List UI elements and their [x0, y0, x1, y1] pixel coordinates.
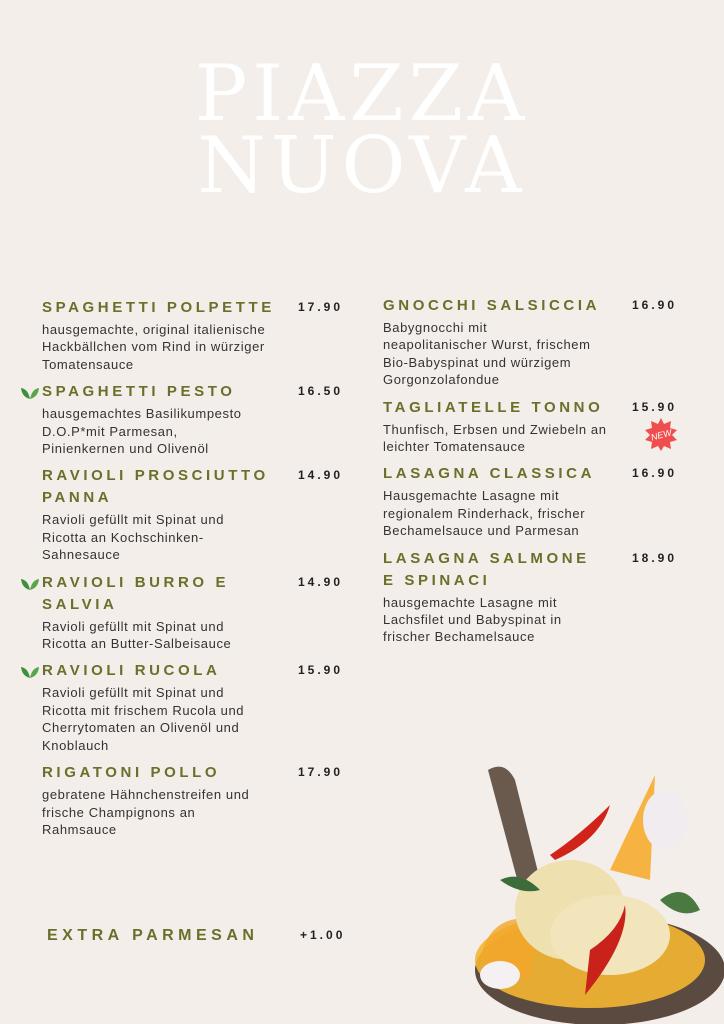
menu-item-description: gebratene Hähnchenstreifen und frische Champignons an Rahmsauce: [42, 787, 250, 837]
menu-item: [383, 397, 683, 456]
menu-item-name: RAVIOLI RUCOLA: [42, 662, 221, 680]
menu-item-description: hausgemachtes Basilikumpesto D.O.P*mit Parmesan, Pinienkernen und Olivenöl: [42, 406, 242, 457]
menu-item-price: 15.90: [298, 663, 344, 678]
menu-item: [42, 381, 352, 457]
menu-item-price: 16.90: [632, 466, 678, 481]
menu-item-name: RAVIOLI BURRO E SALVIA: [42, 573, 230, 613]
pasta-pan-illustration: [460, 760, 724, 1024]
menu-item-description: Thunfisch, Erbsen und Zwiebeln an leichter Tomatensauce: [383, 421, 607, 455]
menu-item-name: GNOCCHI SALSICCIA: [383, 297, 601, 314]
menu-item-description: Ravioli gefüllt mit Spinat und Ricotta mit frischem Rucola und Cherrytomaten an Olivenöl und Knoblauch: [42, 685, 245, 753]
menu-item: [42, 572, 352, 653]
vegetarian-leaf-icon: [21, 665, 39, 677]
extra-parmesan: [47, 925, 357, 947]
menu-item: [42, 762, 352, 838]
menu-item: [383, 295, 683, 389]
restaurant-title-line2: NUOVA: [197, 121, 527, 211]
menu-item: [42, 297, 352, 373]
menu-item-price: 16.50: [298, 384, 344, 399]
menu-item: [383, 463, 683, 539]
menu-item-price: 18.90: [632, 550, 678, 565]
menu-item: [42, 660, 352, 754]
menu-item-name: RAVIOLI PROSCIUTTO PANNA: [42, 467, 269, 507]
menu-item: [42, 465, 352, 563]
vegetarian-leaf-icon: [21, 386, 39, 398]
menu-item-name: SPAGHETTI POLPETTE: [42, 299, 275, 316]
menu-item-name: TAGLIATELLE TONNO: [383, 398, 604, 416]
menu-item-price: 15.90: [632, 399, 678, 414]
menu-item-price: 14.90: [298, 574, 344, 589]
menu-item-name: LASAGNA SALMONE E SPINACI: [383, 549, 590, 589]
extra-name: EXTRA PARMESAN: [47, 927, 259, 944]
menu-item-price: 16.90: [632, 298, 678, 312]
menu-item-name: SPAGHETTI PESTO: [42, 383, 236, 401]
menu-item-price: 14.90: [298, 468, 344, 483]
menu-item-name: RIGATONI POLLO: [42, 764, 221, 782]
menu-column-right: [383, 295, 683, 654]
menu-item-price: 17.90: [298, 300, 344, 314]
new-badge-label: NEW: [649, 427, 673, 443]
menu-column-left: [42, 297, 352, 846]
menu-item-price: 17.90: [298, 765, 344, 780]
new-badge: [644, 417, 678, 451]
restaurant-title-line1: PIAZZA: [194, 49, 530, 139]
menu-item-name: LASAGNA CLASSICA: [383, 465, 596, 483]
menu-item-description: Ravioli gefüllt mit Spinat und Ricotta an Butter-Salbeisauce: [42, 618, 232, 652]
vegetarian-leaf-icon: [21, 577, 39, 589]
menu-item-description: hausgemachte, original italienische Hackbällchen vom Rind in würziger Tomatensauce: [42, 322, 266, 372]
extra-price: +1.00: [300, 928, 346, 942]
menu-item-description: Hausgemachte Lasagne mit regionalem Rinderhack, frischer Bechamelsauce und Parmesan: [383, 488, 586, 539]
menu-item-description: hausgemachte Lasagne mit Lachsfilet und Babyspinat in frischer Bechamelsauce: [383, 594, 562, 645]
menu-item-description: Ravioli gefüllt mit Spinat und Ricotta an Kochschinken- Sahnesauce: [42, 512, 225, 563]
menu-item: [383, 548, 683, 646]
menu-item-description: Babygnocchi mit neapolitanischer Wurst, frischem Bio-Babyspinat und würzigem Gorgonzolafondue: [383, 320, 591, 388]
